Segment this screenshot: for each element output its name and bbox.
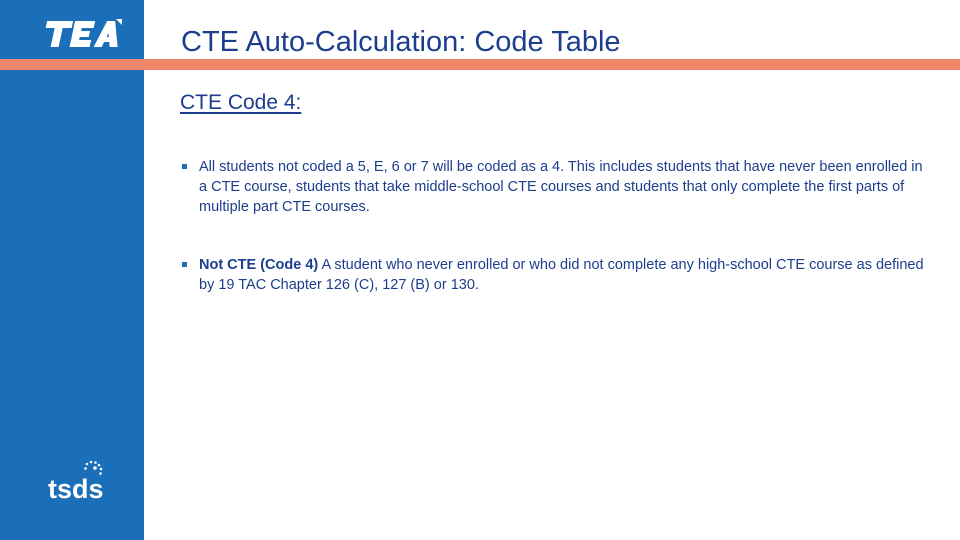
header-accent-rule: [0, 59, 960, 70]
section-subtitle: CTE Code 4:: [180, 91, 302, 114]
tea-logo: [42, 17, 124, 51]
header-accent-rule-left: [0, 59, 144, 70]
slide-title: CTE Auto-Calculation: Code Table: [181, 26, 621, 58]
bullet-text: A student who never enrolled or who did not complete any high-school CTE course as defined by 19 TAC Chapter 126 (C), 127 (B) or 130.: [199, 257, 924, 293]
bullet-lead: Not CTE (Code 4): [199, 257, 319, 273]
bullet-square-icon: [182, 164, 187, 169]
bullet-item: [182, 157, 932, 217]
bullet-list: [182, 157, 932, 333]
bullet-square-icon: [182, 262, 187, 267]
tsds-logo: [47, 458, 119, 502]
bullet-item: [182, 255, 932, 295]
sidebar: [0, 0, 144, 540]
tsds-logo-text: tsds: [48, 474, 104, 502]
bullet-text: All students not coded a 5, E, 6 or 7 will be coded as a 4. This includes students that have never been enrolled in a CTE course, students that take middle-school CTE courses and students that only complete the first parts of multiple part CTE courses.: [199, 159, 923, 215]
